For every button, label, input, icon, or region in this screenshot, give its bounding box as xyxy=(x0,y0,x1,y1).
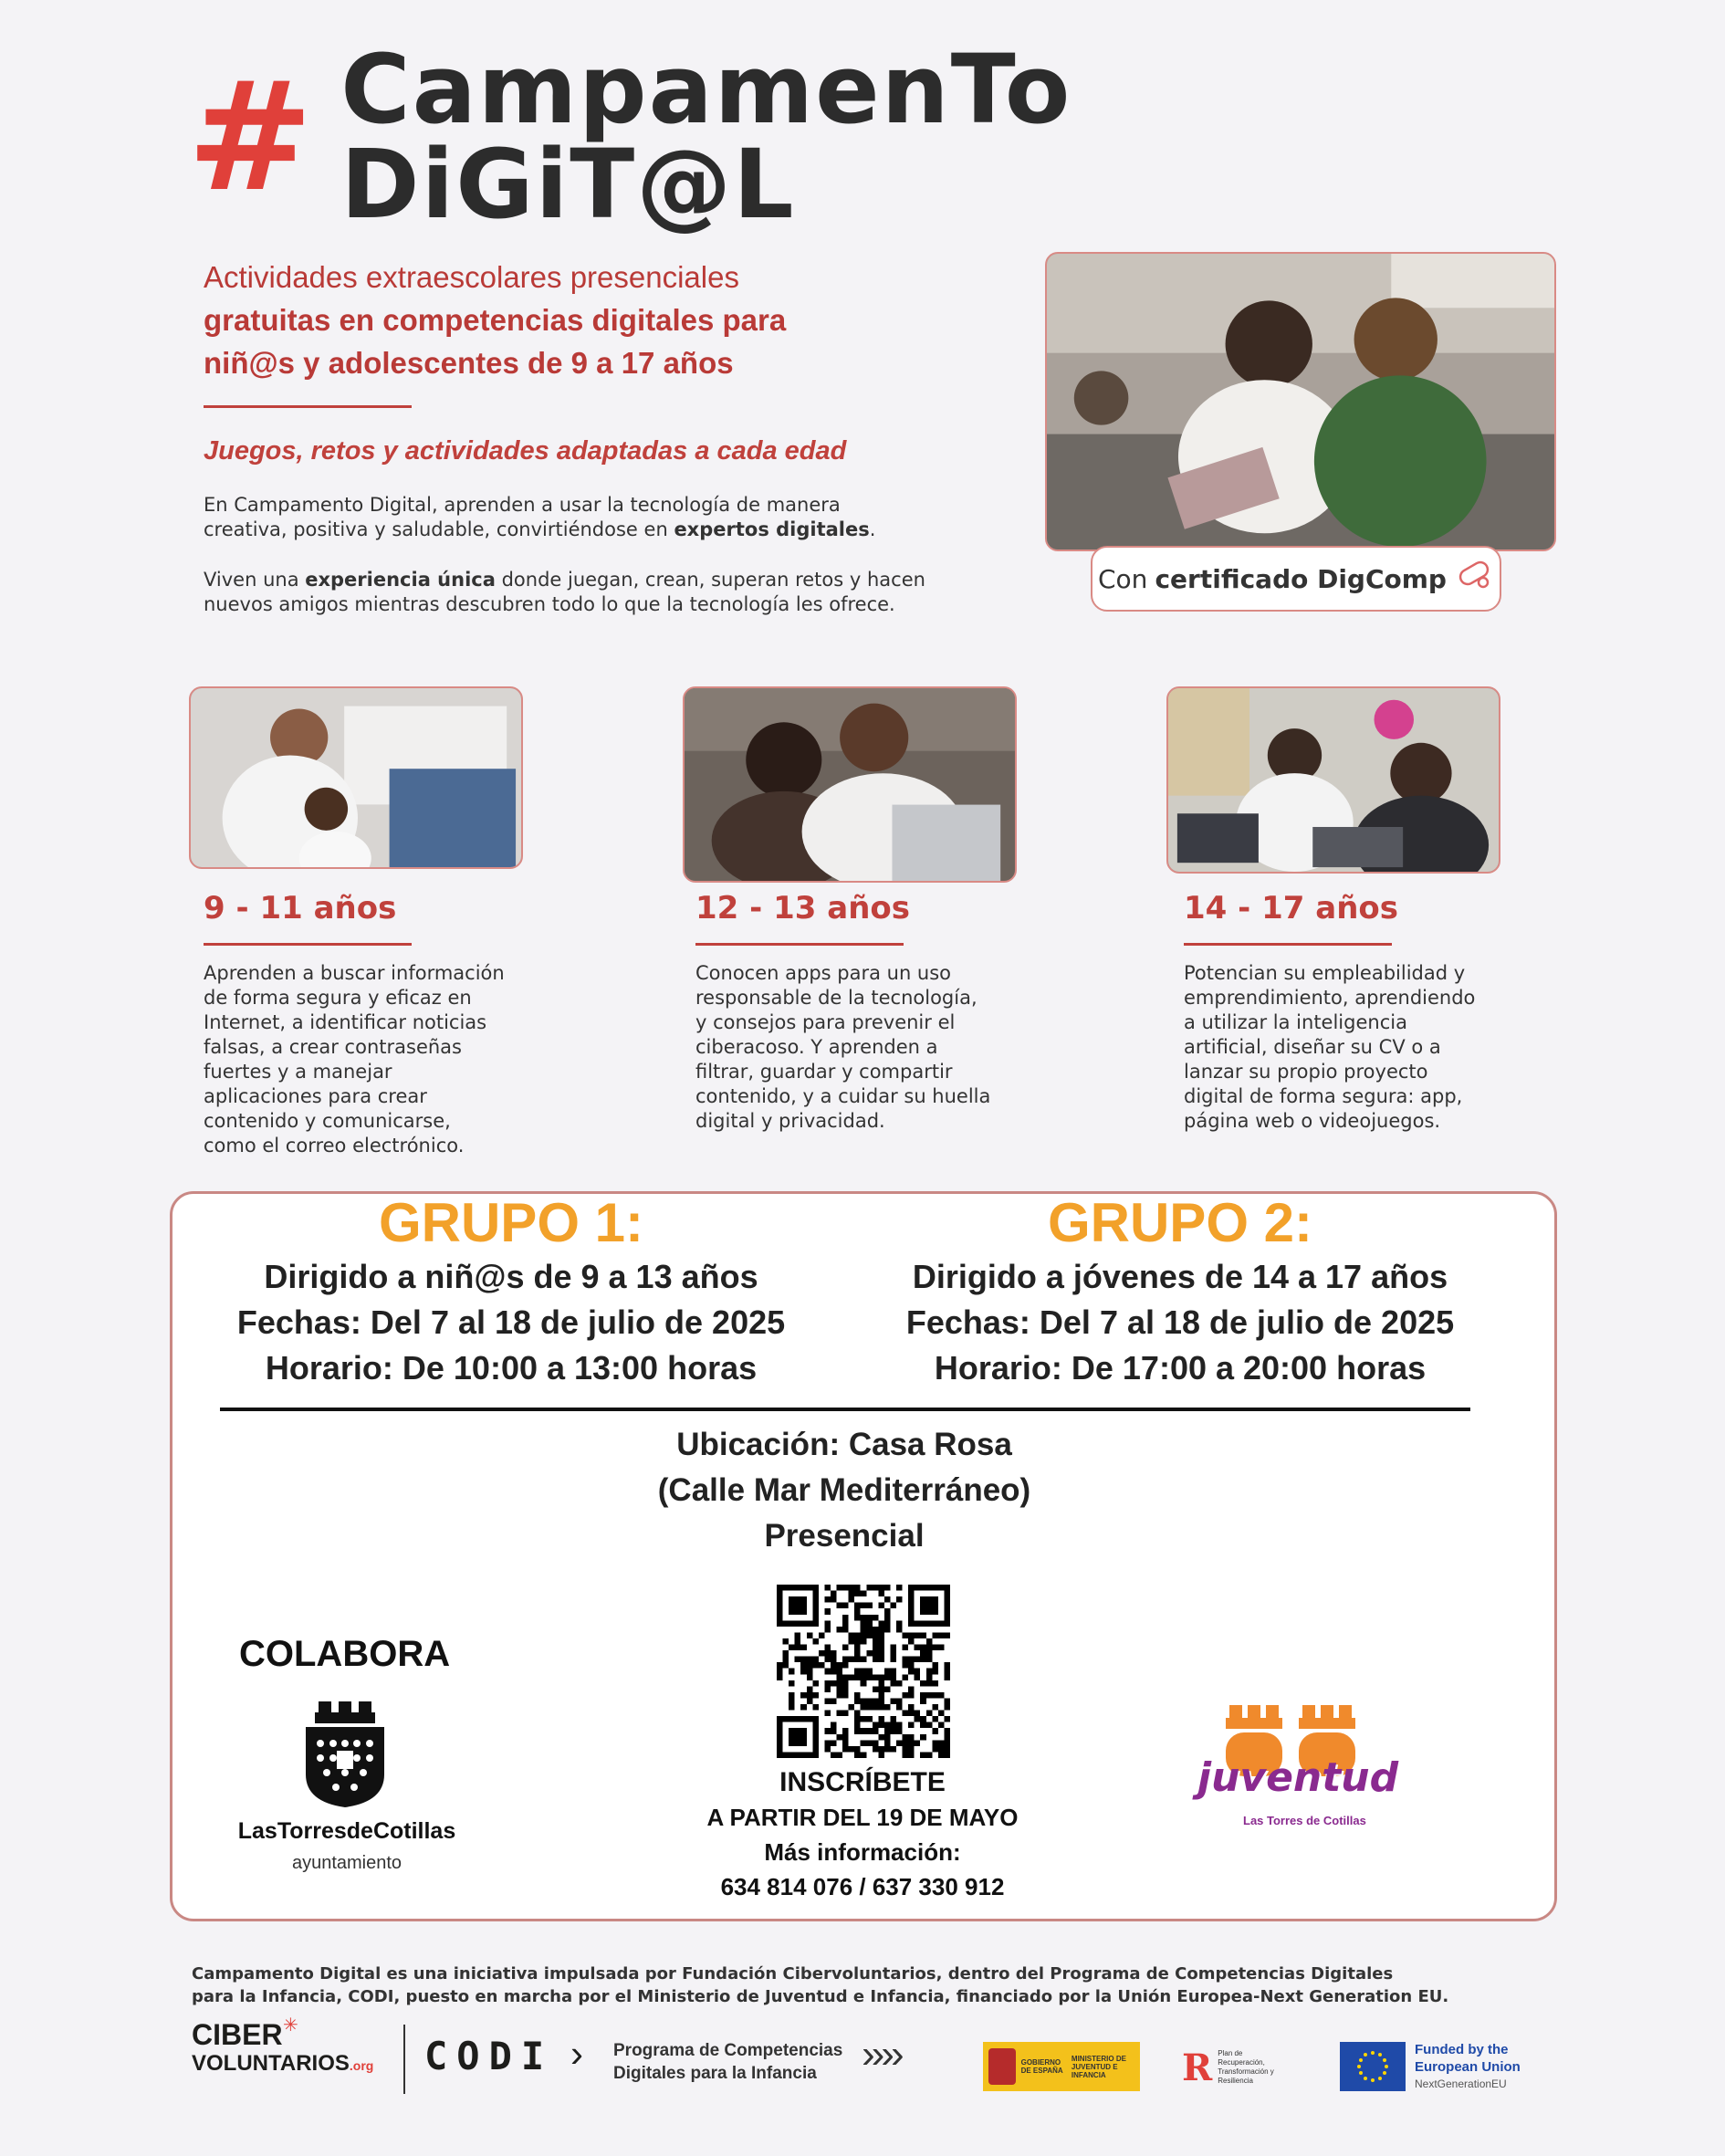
prtr-logo: R Plan de Recuperación, Transformación y Resiliencia xyxy=(1182,2046,1274,2089)
certificate-badge: Con certificado DigComp xyxy=(1091,546,1501,612)
age-text-9-11: Aprenden a buscar información de forma segura y eficaz en Internet, a identificar noticias falsas, a crear contraseñas fuertes y a manejar aplicaciones para crear contenido y comunicarse, como el correo electrónico. xyxy=(204,962,505,1156)
municipality-sub: ayuntamiento xyxy=(291,1853,402,1873)
footer-text: Campamento Digital es una iniciativa impulsada por Fundación Cibervoluntarios, dentro del Programa de Competencias Digitales para la Infancia, CODI, puesto en marcha por el Ministerio de Juventud e Infancia, financiado por la Unión Europea-Next Generation EU. xyxy=(192,1964,1449,2006)
codi-description: Programa de Competencias Digitales para la Infancia xyxy=(613,2041,843,2083)
arrows-icon: ›››› xyxy=(862,2032,901,2077)
age-text-14-17: Potencian su empleabilidad y emprendimiento, aprendiendo a utilizar la inteligencia artificial, diseñar su CV o a lanzar su propio proyecto digital de forma segura: app, página web o videojuegos. xyxy=(1184,962,1476,1132)
group-2-title: GRUPO 2: xyxy=(1047,1192,1313,1253)
group-2-hours: Horario: De 17:00 a 20:00 horas xyxy=(934,1349,1427,1387)
phone-numbers: 634 814 076 / 637 330 912 xyxy=(720,1873,1005,1900)
intro-paragraph-2: Viven una experiencia única donde juegan, crean, superan retos y hacen nuevos amigos mientras descubren todo lo que la tecnología les ofrece. xyxy=(204,569,925,615)
signup-title: INSCRÍBETE xyxy=(779,1767,946,1797)
more-info-label: Más información: xyxy=(764,1838,961,1866)
cibervoluntarios-logo: CIBER VOLUNTARIOS.org ✳ xyxy=(192,2015,374,2076)
municipality-shield-icon xyxy=(306,1701,384,1807)
intro-line-1: Actividades extraescolares presenciales xyxy=(204,260,739,294)
prtr-icon: R xyxy=(1182,2046,1213,2089)
group-2-target: Dirigido a jóvenes de 14 a 17 años xyxy=(912,1258,1448,1295)
footer-separator xyxy=(403,2025,405,2094)
signup-from: A PARTIR DEL 19 DE MAYO xyxy=(706,1804,1019,1831)
group-2-dates: Fechas: Del 7 al 18 de julio de 2025 xyxy=(905,1303,1455,1341)
age-title-14-17: 14 - 17 años xyxy=(1184,890,1398,926)
group-1 xyxy=(201,1191,821,1391)
codi-logo: CODI xyxy=(424,2034,554,2078)
intro-heading xyxy=(204,256,897,384)
signup-block xyxy=(639,1765,1086,1904)
group-1-dates: Fechas: Del 7 al 18 de julio de 2025 xyxy=(236,1303,786,1341)
age-photo-12-13 xyxy=(683,686,1017,883)
main-photo xyxy=(1045,252,1556,551)
title-text: CampamenTo DiGiT@L xyxy=(340,34,1072,240)
age-title-12-13: 12 - 13 años xyxy=(695,890,910,926)
intro-line-2: gratuitas en competencias digitales para xyxy=(204,303,787,337)
age-divider-9-11 xyxy=(204,943,412,946)
coat-of-arms-icon xyxy=(988,2048,1016,2085)
intro-line-3: niñ@s y adolescentes de 9 a 17 años xyxy=(204,346,734,380)
page-title xyxy=(187,34,1556,240)
group-1-target: Dirigido a niñ@s de 9 a 13 años xyxy=(264,1258,758,1295)
location-block xyxy=(497,1422,1191,1559)
hash-symbol: # xyxy=(187,48,314,225)
qr-code[interactable] xyxy=(777,1585,950,1758)
group-1-hours: Horario: De 10:00 a 13:00 horas xyxy=(265,1349,758,1387)
spark-icon: ✳ xyxy=(283,2015,298,2036)
eu-label: Funded by the European Union NextGenerationEU xyxy=(1415,2042,1521,2090)
colabora-label: COLABORA xyxy=(239,1634,451,1674)
age-title-9-11: 9 - 11 años xyxy=(204,890,397,926)
group-2 xyxy=(870,1191,1490,1391)
municipality-name: LasTorresdeCotillas xyxy=(237,1818,456,1844)
location-line-2: (Calle Mar Mediterráneo) xyxy=(657,1472,1031,1508)
government-logo: GOBIERNO DE ESPAÑA MINISTERIO DE JUVENTUD E INFANCIA xyxy=(983,2042,1140,2091)
juventud-wordmark: juventud xyxy=(1197,1754,1399,1801)
age-divider-12-13 xyxy=(695,943,904,946)
group-1-title: GRUPO 1: xyxy=(378,1192,644,1253)
age-photo-14-17 xyxy=(1166,686,1500,874)
chevron-icon: › xyxy=(570,2032,583,2075)
juventud-sub: Las Torres de Cotillas xyxy=(1243,1814,1366,1827)
location-line-1: Ubicación: Casa Rosa xyxy=(676,1427,1012,1462)
age-text-12-13: Conocen apps para un uso responsable de la tecnología, y consejos para prevenir el ciberacoso. Y aprenden a filtrar, guardar y compartir contenido, y a cuidar su huella digital y privacidad. xyxy=(695,962,991,1132)
location-line-3: Presencial xyxy=(764,1518,925,1554)
intro-divider xyxy=(204,405,412,408)
intro-paragraph-1: En Campamento Digital, aprenden a usar la tecnología de manera creativa, positiva y saludable, convirtiéndose en expertos digitales. xyxy=(204,494,876,540)
age-divider-14-17 xyxy=(1184,943,1392,946)
intro-subheading: Juegos, retos y actividades adaptadas a cada edad xyxy=(204,436,847,466)
diploma-icon xyxy=(1456,560,1494,598)
eu-flag-icon xyxy=(1340,2042,1406,2091)
age-photo-9-11 xyxy=(189,686,523,869)
group-divider xyxy=(220,1408,1470,1411)
